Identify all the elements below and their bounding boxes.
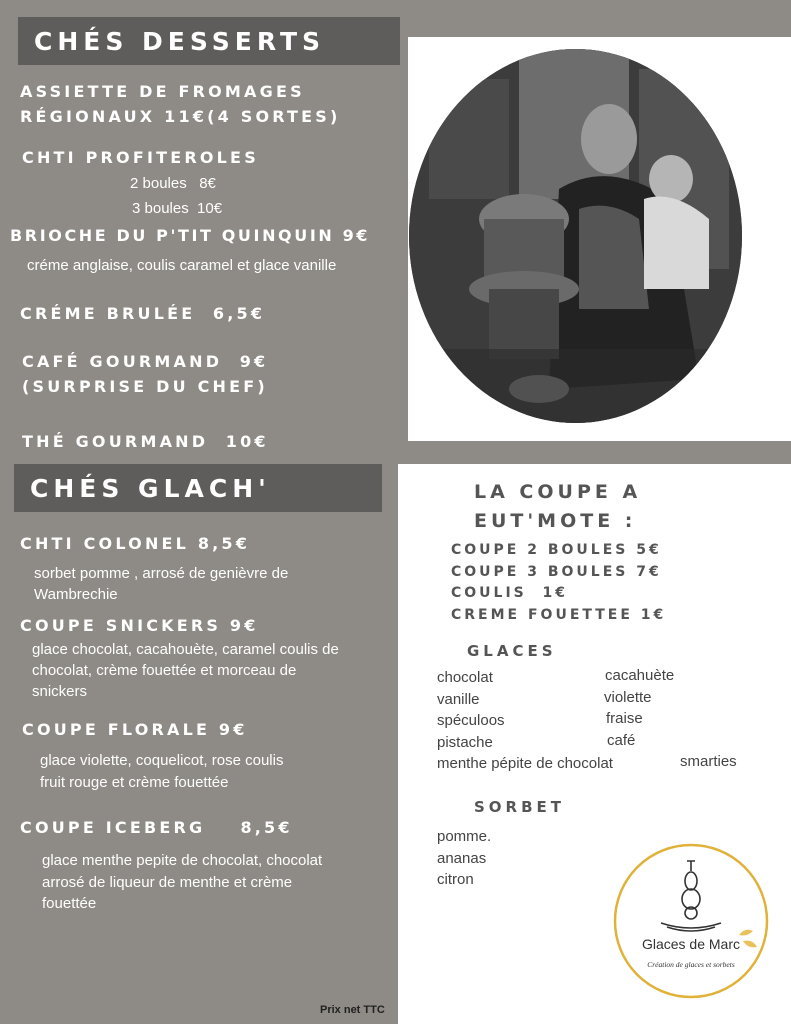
- glach-heading: CHÉS GLACH': [14, 464, 382, 512]
- sorbet-heading: SORBET: [474, 798, 566, 816]
- iceberg-description-line3: fouettée: [42, 895, 97, 912]
- the-gourmand: THÉ GOURMAND 10€: [22, 432, 269, 451]
- glace-flavor: café: [607, 732, 636, 749]
- snickers-description-line3: snickers: [32, 683, 88, 700]
- colonel-title: CHTI COLONEL 8,5€: [20, 534, 251, 553]
- glace-flavor: smarties: [680, 753, 737, 770]
- snickers-title: COUPE SNICKERS 9€: [20, 616, 259, 635]
- cafe-gourmand-line2: (SURPRISE DU CHEF): [22, 377, 268, 396]
- vintage-photo: [409, 49, 742, 423]
- profiteroles-option-2: 2 boules 8€: [130, 175, 216, 192]
- sorbet-flavor: ananas: [437, 849, 487, 867]
- florale-description-line1: glace violette, coquelicot, rose coulis: [40, 752, 284, 769]
- glace-flavor: pistache: [437, 733, 493, 751]
- cafe-gourmand-line1: CAFÉ GOURMAND 9€: [22, 352, 269, 371]
- iceberg-description-line1: glace menthe pepite de chocolat, chocolat: [42, 852, 323, 869]
- glaces-de-marc-logo: [611, 841, 771, 1001]
- logo-tagline: Création de glaces et sorbets: [647, 960, 735, 969]
- coupe-price-item: COULIS 1€: [451, 585, 568, 601]
- colonel-description-line2: Wambrechie: [34, 586, 118, 603]
- creme-brulee: CRÉME BRULÉE 6,5€: [20, 304, 266, 323]
- sorbet-flavor: citron: [437, 871, 474, 888]
- coupe-price-item: CREME FOUETTEE 1€: [451, 606, 667, 623]
- coupe-price-list: [451, 542, 666, 628]
- glace-flavor: fraise: [606, 710, 643, 727]
- coupe-price-item: COUPE 2 BOULES 5€: [451, 542, 662, 558]
- sorbet-flavor: pomme.: [437, 828, 492, 845]
- fromages-title-line1: ASSIETTE DE FROMAGES: [20, 82, 305, 101]
- glace-flavor: menthe pépite de chocolat: [437, 755, 613, 772]
- glace-flavor: violette: [604, 689, 652, 706]
- coupe-price-item: COUPE 3 BOULES 7€: [451, 563, 662, 580]
- logo-emblem: [611, 841, 771, 1001]
- profiteroles-title: CHTI PROFITEROLES: [22, 148, 259, 167]
- coupe-panel: [398, 464, 791, 1024]
- brioche-title: BRIOCHE DU P'TIT QUINQUIN 9€: [10, 226, 371, 245]
- coupe-title-line1: LA COUPE A: [474, 481, 642, 503]
- photo-panel: [408, 37, 791, 441]
- snickers-description-line2: chocolat, crème fouettée et morceau de: [32, 662, 297, 679]
- snickers-description-line1: glace chocolat, cacahouète, caramel coulis de: [32, 641, 339, 658]
- glaces-heading: GLACES: [467, 642, 557, 660]
- price-note: Prix net TTC: [320, 1004, 385, 1016]
- logo-name: Glaces de Marc: [641, 936, 741, 952]
- profiteroles-option-3: 3 boules 10€: [132, 200, 223, 217]
- fromages-title-line2: RÉGIONAUX 11€(4 SORTES): [20, 107, 341, 126]
- colonel-description-line1: sorbet pomme , arrosé de genièvre de: [34, 565, 289, 582]
- coupe-title-line2: EUT'MOTE :: [474, 510, 637, 532]
- florale-description-line2: fruit rouge et crème fouettée: [40, 774, 229, 791]
- brioche-description: créme anglaise, coulis caramel et glace vanille: [27, 257, 337, 274]
- sorbet-list: [437, 826, 491, 891]
- glaces-list-left: [437, 667, 613, 775]
- iceberg-title: COUPE ICEBERG 8,5€: [20, 818, 293, 837]
- glace-flavor: cacahuète: [605, 667, 675, 684]
- florale-title: COUPE FLORALE 9€: [22, 720, 248, 739]
- vintage-photo-illustration: [409, 49, 742, 423]
- glace-flavor: spéculoos: [437, 712, 505, 729]
- desserts-heading: CHÉS DESSERTS: [18, 17, 400, 65]
- glace-flavor: chocolat: [437, 669, 493, 686]
- glace-flavor: vanille: [437, 690, 480, 708]
- iceberg-description-line2: arrosé de liqueur de menthe et crème: [42, 874, 293, 891]
